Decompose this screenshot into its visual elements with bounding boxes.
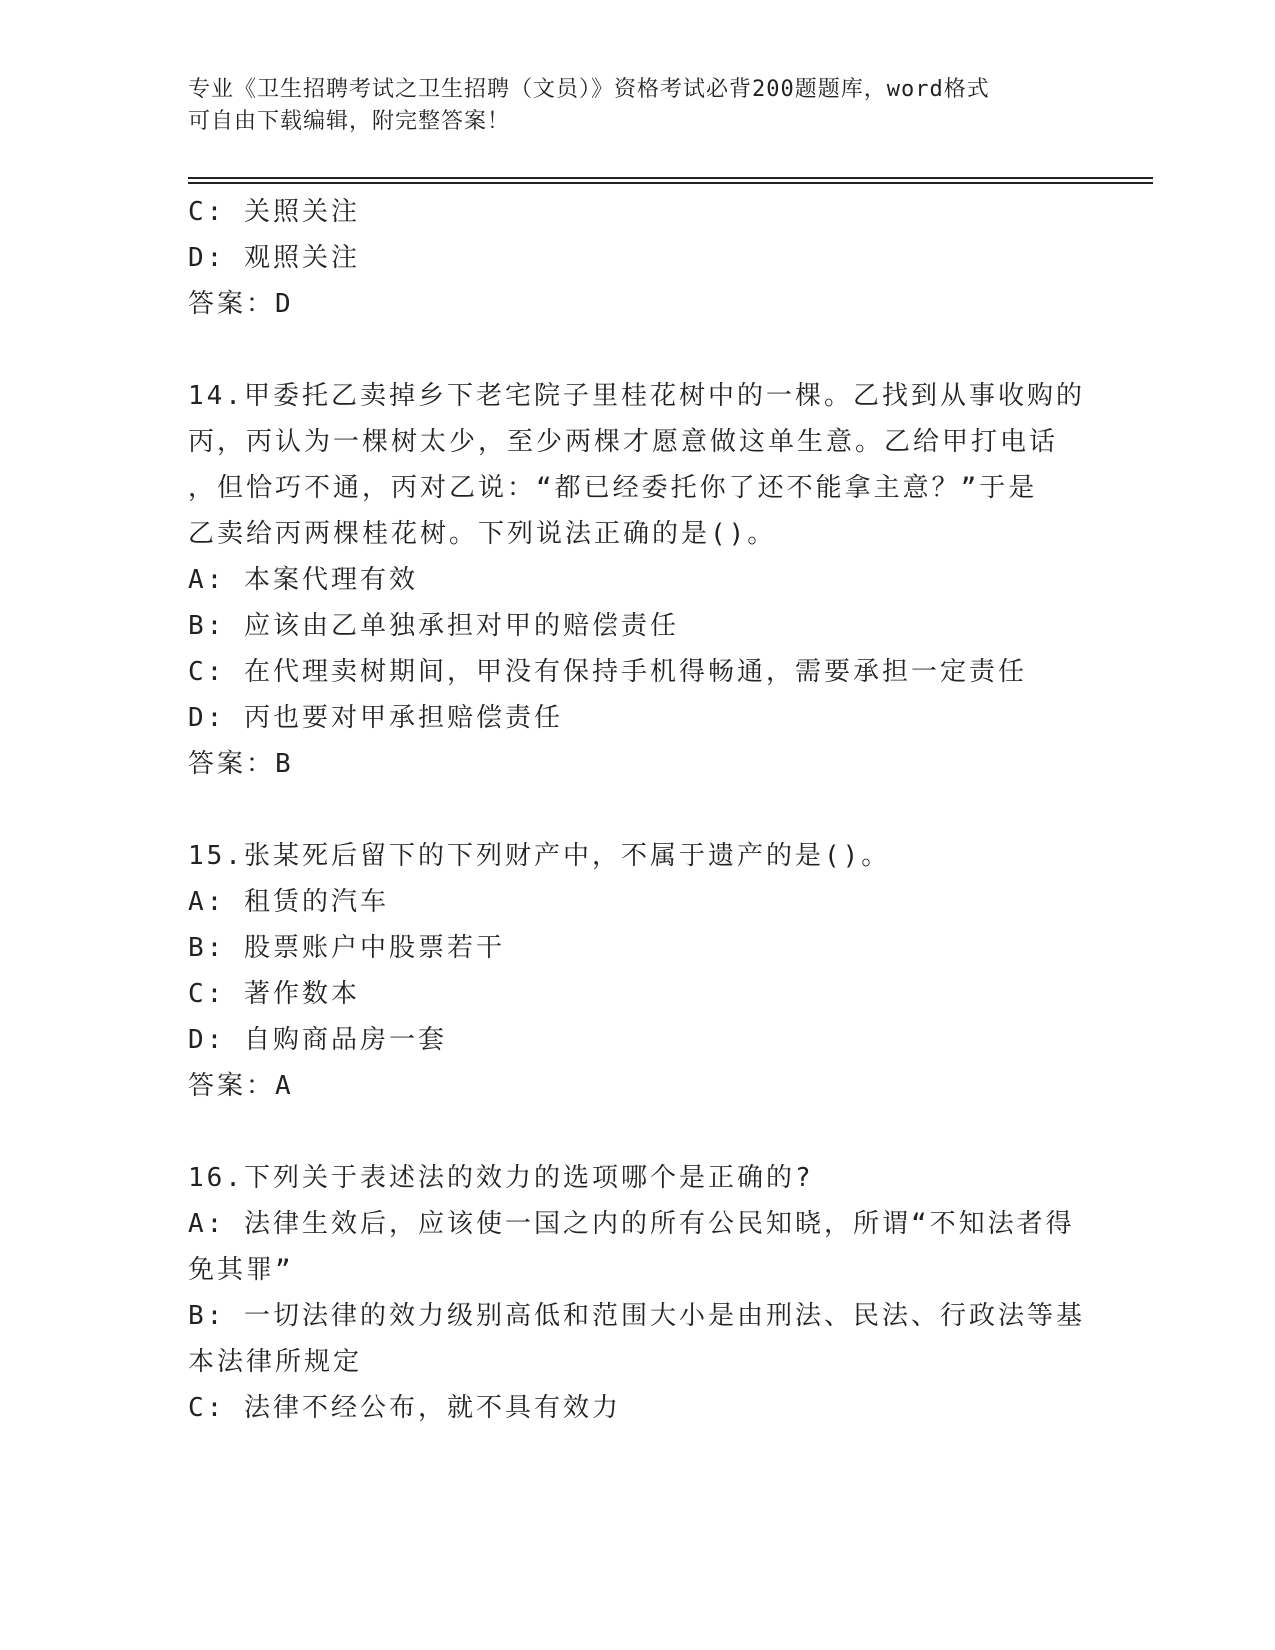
- option-c: C: 关照关注: [188, 197, 360, 227]
- question-16: [188, 1155, 1088, 1431]
- question-15: [188, 833, 1088, 1109]
- option-a-line-1: A: 法律生效后，应该使一国之内的所有公民知晓，所谓“不知法者得: [188, 1209, 1075, 1239]
- question-stem-line: 16.下列关于表述法的效力的选项哪个是正确的?: [188, 1163, 814, 1193]
- question-stem-line: 14.甲委托乙卖掉乡下老宅院子里桂花树中的一棵。乙找到从事收购的: [188, 381, 1085, 411]
- option-b-line-1: B: 一切法律的效力级别高低和范围大小是由刑法、民法、行政法等基: [188, 1301, 1085, 1331]
- option-c: C: 著作数本: [188, 979, 360, 1009]
- option-b: B: 应该由乙单独承担对甲的赔偿责任: [188, 611, 679, 641]
- answer-label: 答案：: [188, 1071, 276, 1101]
- answer-label: 答案：: [188, 749, 276, 779]
- answer-line: [188, 741, 1088, 787]
- answer-value: B: [275, 749, 294, 779]
- answer-line: [188, 1063, 1088, 1109]
- spacer: [188, 1109, 1088, 1155]
- answer-value: A: [275, 1071, 294, 1101]
- question-14: [188, 373, 1088, 787]
- spacer: [188, 787, 1088, 833]
- question-stem-line: 丙，丙认为一棵树太少，至少两棵才愿意做这单生意。乙给甲打电话: [188, 427, 1059, 457]
- question-13-tail: [188, 189, 1088, 327]
- header-line-1: 专业《卫生招聘考试之卫生招聘（文员）》资格考试必背200题题库，word格式: [188, 77, 990, 102]
- answer-label: 答案：: [188, 289, 276, 319]
- document-body: [188, 189, 1088, 1431]
- option-d: D: 丙也要对甲承担赔偿责任: [188, 703, 563, 733]
- option-d: D: 观照关注: [188, 243, 360, 273]
- question-stem-line: 乙卖给丙两棵桂花树。下列说法正确的是()。: [188, 519, 777, 549]
- option-b: B: 股票账户中股票若干: [188, 933, 505, 963]
- header-rule-top: [188, 177, 1153, 179]
- option-a: A: 本案代理有效: [188, 565, 418, 595]
- option-c: C: 在代理卖树期间，甲没有保持手机得畅通，需要承担一定责任: [188, 657, 1027, 687]
- answer-value: D: [275, 289, 294, 319]
- document-header: [188, 74, 1068, 138]
- answer-line: [188, 281, 1088, 327]
- header-rule-bottom: [188, 182, 1153, 184]
- option-b-line-2: 本法律所规定: [188, 1347, 363, 1377]
- question-stem-line: ，但恰巧不通，丙对乙说：“都已经委托你了还不能拿主意？”于是: [188, 473, 1038, 503]
- question-stem-line: 15.张某死后留下的下列财产中，不属于遗产的是()。: [188, 841, 891, 871]
- option-d: D: 自购商品房一套: [188, 1025, 447, 1055]
- option-c: C: 法律不经公布，就不具有效力: [188, 1393, 621, 1423]
- spacer: [188, 327, 1088, 373]
- option-a-line-2: 免其罪”: [188, 1255, 294, 1285]
- header-line-2: 可自由下载编辑，附完整答案！: [188, 109, 511, 134]
- option-a: A: 租赁的汽车: [188, 887, 389, 917]
